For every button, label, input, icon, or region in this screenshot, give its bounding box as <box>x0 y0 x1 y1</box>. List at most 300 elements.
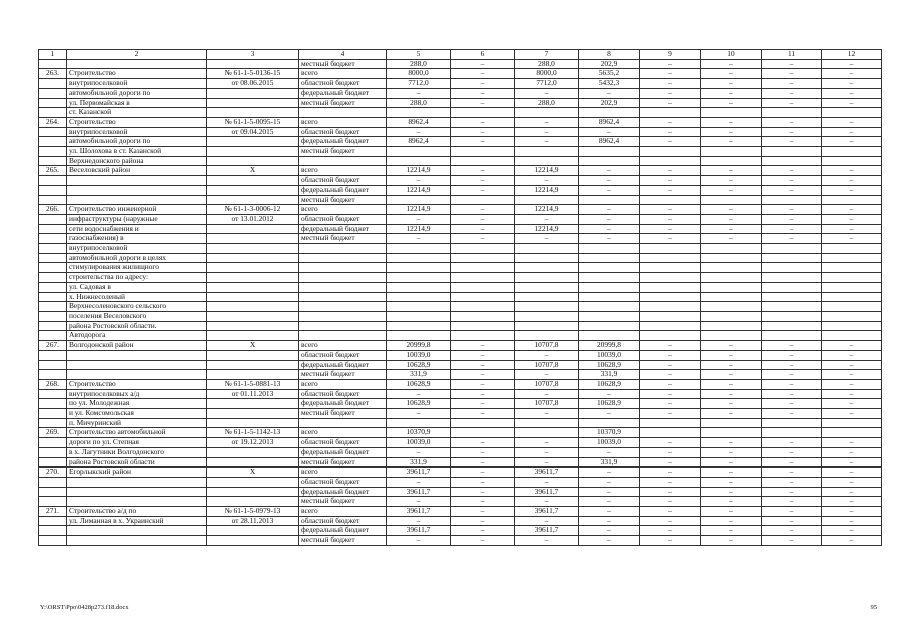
amount-cell: – <box>762 117 822 127</box>
amount-cell: 10370,9 <box>579 428 640 438</box>
object-name-cell: внутрипоселковой <box>67 244 207 254</box>
funding-source-cell: местный бюджет <box>299 409 387 419</box>
funding-source-cell: всего <box>299 428 387 438</box>
funding-source-cell: всего <box>299 379 387 389</box>
amount-cell <box>451 311 515 321</box>
amount-cell: 8962,4 <box>387 117 451 127</box>
object-name-cell <box>67 370 207 380</box>
amount-cell <box>640 195 701 205</box>
amount-cell: – <box>701 399 762 409</box>
amount-cell: – <box>515 350 579 360</box>
amount-cell: – <box>579 477 640 487</box>
amount-cell: 8000,0 <box>515 69 579 79</box>
object-name-cell: Волгодонской район <box>67 341 207 351</box>
document-number-cell <box>207 137 299 147</box>
document-number-cell <box>207 370 299 380</box>
table-row <box>39 516 882 526</box>
table-row <box>39 447 882 457</box>
document-number-cell <box>207 477 299 487</box>
funding-source-cell: всего <box>299 468 387 478</box>
amount-cell: – <box>515 389 579 399</box>
amount-cell <box>579 282 640 292</box>
amount-cell <box>387 244 451 254</box>
document-number-cell <box>207 350 299 360</box>
table-row <box>39 379 882 389</box>
object-name-cell: дороги по ул. Степная <box>67 438 207 448</box>
amount-cell: – <box>762 166 822 176</box>
row-number-cell: 269. <box>39 428 67 438</box>
amount-cell: – <box>762 487 822 497</box>
amount-cell: – <box>822 117 882 127</box>
amount-cell <box>515 331 579 341</box>
funding-source-cell: местный бюджет <box>299 497 387 507</box>
object-name-cell <box>67 176 207 186</box>
row-number-cell <box>39 195 67 205</box>
amount-cell <box>762 263 822 273</box>
amount-cell: – <box>451 477 515 487</box>
amount-cell: 288,0 <box>387 98 451 108</box>
table-row <box>39 98 882 108</box>
row-number-cell <box>39 185 67 195</box>
amount-cell <box>387 253 451 263</box>
column-number: 8 <box>579 50 640 60</box>
object-name-cell <box>67 526 207 536</box>
budget-table <box>38 49 882 546</box>
row-number-cell <box>39 399 67 409</box>
funding-source-cell: федеральный бюджет <box>299 137 387 147</box>
amount-cell <box>822 147 882 157</box>
amount-cell: – <box>640 516 701 526</box>
document-number-cell <box>207 526 299 536</box>
amount-cell <box>387 418 451 428</box>
amount-cell: – <box>640 224 701 234</box>
amount-cell: 12214,9 <box>387 185 451 195</box>
table-row <box>39 205 882 215</box>
table-row <box>39 292 882 302</box>
column-number: 2 <box>67 50 207 60</box>
amount-cell: – <box>579 447 640 457</box>
amount-cell: – <box>515 234 579 244</box>
amount-cell <box>822 195 882 205</box>
amount-cell <box>822 156 882 166</box>
document-number-cell <box>207 108 299 118</box>
amount-cell: 331,9 <box>579 457 640 467</box>
amount-cell <box>451 147 515 157</box>
amount-cell: – <box>515 477 579 487</box>
funding-source-cell <box>299 244 387 254</box>
funding-source-cell: федеральный бюджет <box>299 224 387 234</box>
amount-cell <box>387 282 451 292</box>
object-name-cell: района Ростовской области. <box>67 321 207 331</box>
row-number-cell <box>39 370 67 380</box>
amount-cell <box>579 147 640 157</box>
amount-cell <box>579 418 640 428</box>
table-row <box>39 185 882 195</box>
amount-cell <box>451 292 515 302</box>
row-number-cell <box>39 253 67 263</box>
amount-cell: – <box>822 79 882 89</box>
amount-cell <box>762 195 822 205</box>
object-name-cell: сети водоснабжения и <box>67 224 207 234</box>
amount-cell <box>640 147 701 157</box>
amount-cell: – <box>762 447 822 457</box>
amount-cell: – <box>451 59 515 69</box>
amount-cell: – <box>762 536 822 546</box>
amount-cell: – <box>579 497 640 507</box>
amount-cell: – <box>451 360 515 370</box>
row-number-cell <box>39 477 67 487</box>
amount-cell <box>822 282 882 292</box>
amount-cell: – <box>451 127 515 137</box>
table-row <box>39 273 882 283</box>
document-number-cell <box>207 497 299 507</box>
amount-cell: – <box>387 516 451 526</box>
amount-cell: 12214,9 <box>515 205 579 215</box>
amount-cell: – <box>640 526 701 536</box>
amount-cell <box>515 292 579 302</box>
amount-cell: – <box>701 185 762 195</box>
document-number-cell: от 13.01.2012 <box>207 214 299 224</box>
amount-cell: 12214,9 <box>387 166 451 176</box>
document-number-cell <box>207 88 299 98</box>
row-number-cell <box>39 79 67 89</box>
amount-cell <box>762 282 822 292</box>
amount-cell: 10628,9 <box>579 379 640 389</box>
amount-cell: – <box>579 516 640 526</box>
object-name-cell: строительства по адресу: <box>67 273 207 283</box>
amount-cell: – <box>822 137 882 147</box>
amount-cell: – <box>640 487 701 497</box>
amount-cell <box>515 195 579 205</box>
funding-source-cell: федеральный бюджет <box>299 447 387 457</box>
table-row <box>39 108 882 118</box>
column-number: 6 <box>451 50 515 60</box>
amount-cell: 39611,7 <box>515 468 579 478</box>
amount-cell <box>579 331 640 341</box>
amount-cell: 331,9 <box>387 457 451 467</box>
funding-source-cell: областной бюджет <box>299 214 387 224</box>
document-number-cell <box>207 321 299 331</box>
object-name-cell: внутрипоселковых а/д <box>67 389 207 399</box>
object-name-cell: п. Мичуринский <box>67 418 207 428</box>
object-name-cell <box>67 59 207 69</box>
amount-cell: 20999,8 <box>387 341 451 351</box>
amount-cell: – <box>640 507 701 517</box>
table-row <box>39 311 882 321</box>
amount-cell: – <box>701 477 762 487</box>
amount-cell: 5432,3 <box>579 79 640 89</box>
funding-source-cell: всего <box>299 69 387 79</box>
document-number-cell <box>207 331 299 341</box>
amount-cell <box>822 253 882 263</box>
row-number-cell <box>39 350 67 360</box>
document-number-cell <box>207 292 299 302</box>
object-name-cell <box>67 360 207 370</box>
amount-cell: – <box>762 507 822 517</box>
document-number-cell <box>207 409 299 419</box>
document-number-cell <box>207 234 299 244</box>
row-number-cell <box>39 321 67 331</box>
amount-cell: – <box>451 117 515 127</box>
funding-source-cell <box>299 273 387 283</box>
amount-cell: – <box>822 468 882 478</box>
funding-source-cell: областной бюджет <box>299 516 387 526</box>
amount-cell <box>451 282 515 292</box>
document-number-cell <box>207 360 299 370</box>
amount-cell: – <box>640 536 701 546</box>
amount-cell: – <box>451 341 515 351</box>
row-number-cell <box>39 487 67 497</box>
column-number: 4 <box>299 50 387 60</box>
amount-cell <box>451 428 515 438</box>
amount-cell: – <box>640 59 701 69</box>
row-number-cell <box>39 224 67 234</box>
row-number-cell <box>39 497 67 507</box>
object-name-cell: Егорлыкский район <box>67 468 207 478</box>
row-number-cell: 263. <box>39 69 67 79</box>
object-name-cell: внутрипоселковой <box>67 79 207 89</box>
amount-cell <box>762 292 822 302</box>
amount-cell <box>822 244 882 254</box>
amount-cell: – <box>640 88 701 98</box>
amount-cell: – <box>640 409 701 419</box>
funding-source-cell: всего <box>299 341 387 351</box>
amount-cell <box>762 331 822 341</box>
object-name-cell <box>67 536 207 546</box>
table-row <box>39 468 882 478</box>
amount-cell: – <box>451 185 515 195</box>
funding-source-cell: местный бюджет <box>299 59 387 69</box>
amount-cell: – <box>822 497 882 507</box>
amount-cell <box>640 321 701 331</box>
amount-cell: – <box>762 360 822 370</box>
row-number-cell <box>39 438 67 448</box>
funding-source-cell: областной бюджет <box>299 477 387 487</box>
amount-cell: – <box>762 59 822 69</box>
amount-cell <box>822 331 882 341</box>
amount-cell: – <box>701 98 762 108</box>
amount-cell: – <box>822 350 882 360</box>
amount-cell: 10039,0 <box>387 438 451 448</box>
amount-cell: – <box>701 224 762 234</box>
amount-cell: – <box>701 379 762 389</box>
amount-cell <box>762 418 822 428</box>
amount-cell <box>451 273 515 283</box>
row-number-cell <box>39 302 67 312</box>
amount-cell: – <box>701 69 762 79</box>
amount-cell: – <box>822 88 882 98</box>
table-row <box>39 409 882 419</box>
amount-cell: 10707,8 <box>515 379 579 389</box>
object-name-cell: района Ростовской области <box>67 457 207 467</box>
amount-cell <box>579 156 640 166</box>
amount-cell <box>701 302 762 312</box>
amount-cell: – <box>701 350 762 360</box>
funding-source-cell: областной бюджет <box>299 176 387 186</box>
amount-cell: – <box>387 409 451 419</box>
amount-cell: 12214,9 <box>515 224 579 234</box>
amount-cell: 39611,7 <box>387 468 451 478</box>
amount-cell: – <box>451 350 515 360</box>
amount-cell <box>762 244 822 254</box>
amount-cell: – <box>640 234 701 244</box>
amount-cell <box>451 195 515 205</box>
amount-cell <box>387 321 451 331</box>
amount-cell: – <box>640 137 701 147</box>
row-number-cell: 267. <box>39 341 67 351</box>
amount-cell: – <box>822 234 882 244</box>
amount-cell: – <box>387 447 451 457</box>
amount-cell: – <box>451 379 515 389</box>
amount-cell: – <box>579 507 640 517</box>
amount-cell <box>515 147 579 157</box>
amount-cell: – <box>451 497 515 507</box>
table-row <box>39 350 882 360</box>
amount-cell <box>387 147 451 157</box>
amount-cell: – <box>822 409 882 419</box>
amount-cell: – <box>762 341 822 351</box>
amount-cell <box>387 156 451 166</box>
table-row <box>39 79 882 89</box>
amount-cell: – <box>762 234 822 244</box>
funding-source-cell <box>299 108 387 118</box>
table-row <box>39 341 882 351</box>
funding-source-cell: федеральный бюджет <box>299 399 387 409</box>
document-number-cell <box>207 98 299 108</box>
amount-cell: – <box>515 117 579 127</box>
amount-cell: – <box>822 447 882 457</box>
amount-cell: – <box>387 88 451 98</box>
amount-cell: – <box>822 214 882 224</box>
amount-cell: 10628,9 <box>579 360 640 370</box>
amount-cell: – <box>822 185 882 195</box>
row-number-cell: 271. <box>39 507 67 517</box>
amount-cell: – <box>701 536 762 546</box>
amount-cell: – <box>515 409 579 419</box>
amount-cell: – <box>640 447 701 457</box>
row-number-cell <box>39 360 67 370</box>
object-name-cell: в х. Лагутники Волгодонского <box>67 447 207 457</box>
amount-cell: – <box>640 185 701 195</box>
amount-cell: – <box>387 536 451 546</box>
amount-cell: – <box>701 389 762 399</box>
amount-cell: – <box>451 176 515 186</box>
amount-cell <box>515 244 579 254</box>
amount-cell <box>822 428 882 438</box>
amount-cell: – <box>701 234 762 244</box>
amount-cell: – <box>822 477 882 487</box>
amount-cell: – <box>640 176 701 186</box>
funding-source-cell <box>299 156 387 166</box>
amount-cell: – <box>822 59 882 69</box>
amount-cell: – <box>515 370 579 380</box>
document-number-cell <box>207 185 299 195</box>
amount-cell: – <box>640 98 701 108</box>
amount-cell: – <box>640 166 701 176</box>
object-name-cell: инфраструктуры (наружные <box>67 214 207 224</box>
amount-cell <box>762 302 822 312</box>
funding-source-cell: местный бюджет <box>299 457 387 467</box>
amount-cell <box>387 273 451 283</box>
amount-cell <box>451 156 515 166</box>
amount-cell: – <box>762 409 822 419</box>
amount-cell: – <box>640 379 701 389</box>
amount-cell <box>822 418 882 428</box>
amount-cell <box>515 108 579 118</box>
object-name-cell: Верхнедонского района <box>67 156 207 166</box>
table-row <box>39 224 882 234</box>
document-number-cell: от 01.11.2013 <box>207 389 299 399</box>
amount-cell: 8962,4 <box>579 137 640 147</box>
amount-cell: – <box>451 399 515 409</box>
row-number-cell <box>39 536 67 546</box>
funding-source-cell: местный бюджет <box>299 147 387 157</box>
amount-cell <box>701 156 762 166</box>
amount-cell <box>762 273 822 283</box>
amount-cell: – <box>762 79 822 89</box>
row-number-cell <box>39 282 67 292</box>
amount-cell <box>640 428 701 438</box>
amount-cell <box>701 311 762 321</box>
amount-cell <box>822 292 882 302</box>
amount-cell: – <box>451 487 515 497</box>
document-number-cell <box>207 195 299 205</box>
document-number-cell <box>207 244 299 254</box>
amount-cell <box>640 253 701 263</box>
amount-cell: – <box>515 88 579 98</box>
amount-cell: – <box>451 438 515 448</box>
amount-cell <box>640 282 701 292</box>
amount-cell: – <box>451 516 515 526</box>
amount-cell: – <box>762 88 822 98</box>
amount-cell: – <box>451 88 515 98</box>
table-row <box>39 389 882 399</box>
amount-cell <box>640 263 701 273</box>
amount-cell: – <box>451 468 515 478</box>
column-number-row <box>39 50 882 60</box>
amount-cell <box>515 418 579 428</box>
table-row <box>39 370 882 380</box>
amount-cell: – <box>822 341 882 351</box>
amount-cell <box>822 263 882 273</box>
amount-cell: 10707,8 <box>515 341 579 351</box>
amount-cell <box>640 244 701 254</box>
document-number-cell <box>207 253 299 263</box>
object-name-cell <box>67 350 207 360</box>
amount-cell: – <box>387 176 451 186</box>
row-number-cell <box>39 292 67 302</box>
document-number-cell <box>207 418 299 428</box>
document-number-cell <box>207 273 299 283</box>
amount-cell: – <box>387 389 451 399</box>
amount-cell: – <box>515 457 579 467</box>
amount-cell: – <box>640 370 701 380</box>
amount-cell: – <box>640 127 701 137</box>
row-number-cell <box>39 88 67 98</box>
amount-cell: – <box>822 438 882 448</box>
amount-cell: – <box>451 536 515 546</box>
row-number-cell <box>39 457 67 467</box>
table-row <box>39 234 882 244</box>
amount-cell: 10628,9 <box>579 399 640 409</box>
amount-cell <box>701 428 762 438</box>
amount-cell: – <box>762 516 822 526</box>
amount-cell <box>515 428 579 438</box>
object-name-cell <box>67 487 207 497</box>
amount-cell: – <box>762 185 822 195</box>
amount-cell <box>579 311 640 321</box>
amount-cell: – <box>579 88 640 98</box>
